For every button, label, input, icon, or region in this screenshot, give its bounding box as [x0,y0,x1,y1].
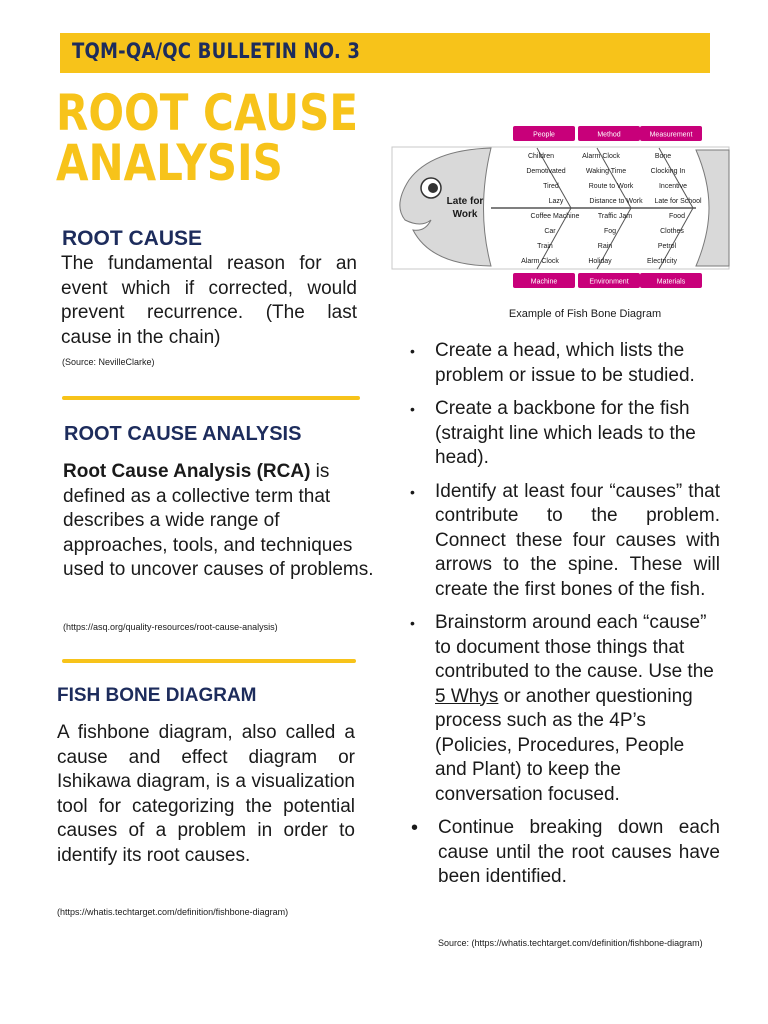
cause-top: Children [527,153,555,160]
category-label: Environment [589,278,629,286]
fishbone-diagram-svg [391,120,731,295]
category-box-bottom-2 [640,273,702,288]
step-item [410,339,720,388]
cause-top: Tired [543,183,559,190]
category-label: Measurement [649,131,693,139]
bulletin-title: TQM-QA/QC BULLETIN NO. 3 [72,39,361,63]
cause-bottom: Car [544,228,556,235]
cause-bottom: Petrol [657,243,677,250]
step-text: Continue breaking down each cause until the root causes have been identified. [438,817,720,887]
step-text: Create a head, which lists the problem or issue to be studied. [435,340,695,386]
category-label: Machine [530,278,558,286]
category-label: Materials [656,278,686,286]
category-box-top-0 [513,126,575,141]
fish-pupil [428,183,438,193]
fishbone-definition: A fishbone diagram, also called a cause and effect diagram or Ishikawa diagram, is a visualization tool for categorizing the potential causes of a problem in order to identify its root causes. [57,722,355,866]
fishbone-diagram [391,120,731,295]
cause-bottom: Food [669,213,685,220]
step-text: or another questioning process such as the 4P’s (Policies, Procedures, People and Plant) to keep the conversation focused. [435,685,693,805]
cause-top: Demotivated [526,168,566,175]
page-title [56,84,359,192]
bullet-icon: • [410,483,415,500]
rca-bold-term: Root Cause Analysis (RCA) [63,461,311,482]
cause-bottom: Rain [597,243,613,250]
bulletin-banner [60,33,710,73]
cause-bottom: Fog [603,228,617,235]
cause-top: Incentive [658,183,688,190]
section-divider [62,659,356,663]
bullet-icon: • [410,343,415,359]
diagram-caption: Example of Fish Bone Diagram [508,308,662,320]
five-whys-link[interactable]: 5 Whys [435,685,499,707]
category-label: Method [597,131,621,139]
step-text: Brainstorm around each “cause” to document those things that contributed to the cause. Use the [435,612,714,682]
rca-heading: ROOT CAUSE ANALYSIS [64,423,302,445]
category-box-top-1 [578,126,640,141]
cause-top: Clocking In [650,168,686,175]
cause-bottom: Electricity [647,258,677,265]
step-item [410,480,720,603]
cause-bottom: Traffic Jam [597,213,633,220]
fish-head-label-1: Late for [446,196,484,207]
cause-top: Alarm Clock [582,153,620,160]
cause-top: Lazy [548,198,564,205]
category-box-bottom-0 [513,273,575,288]
root-cause-heading: ROOT CAUSE [62,227,203,250]
cause-top: Route to Work [588,183,634,190]
steps-source: Source: (https://whatis.techtarget.com/definition/fishbone-diagram) [438,938,703,948]
rca-definition-rest: is defined as a collective term that describes a wide range of approaches, tools, and techniques used to uncover causes of problems. [63,461,374,580]
bullet-icon: • [410,401,415,417]
cause-top: Bone [654,153,672,160]
fishbone-source: (https://whatis.techtarget.com/definition/fishbone-diagram) [57,907,289,917]
cause-top: Late for School [654,198,702,205]
cause-bottom: Clothes [660,228,684,235]
cause-top: Distance to Work [589,198,643,205]
step-item [410,397,720,471]
category-label: People [533,131,555,139]
rca-definition [63,460,381,583]
step-text: Create a backbone for the fish (straight line which leads to the head). [435,398,696,468]
category-box-top-2 [640,126,702,141]
step-item [409,816,720,890]
steps-list [410,339,720,899]
section-divider [62,396,360,400]
rca-source: (https://asq.org/quality-resources/root-cause-analysis) [63,622,278,632]
category-box-bottom-1 [578,273,640,288]
cause-bottom: Alarm Clock [521,258,559,265]
cause-bottom: Train [537,243,553,250]
cause-bottom: Holiday [588,258,612,265]
cause-bottom: Coffee Machine [530,213,580,220]
cause-top: Waking Time [585,168,627,175]
bullet-icon: • [410,615,415,631]
page-title-line-1: ROOT CAUSE [56,84,359,142]
bullet-icon: • [411,817,419,839]
step-item [410,611,720,807]
fish-head-label-2: Work [452,209,478,220]
root-cause-source: (Source: NevilleClarke) [62,357,155,367]
fishbone-heading: FISH BONE DIAGRAM [57,685,257,706]
page-title-line-2: ANALYSIS [56,134,283,192]
step-text: Identify at least four “causes” that contribute to the problem. Connect these four causes with arrows to the spine. These will create the first bones of the fish. [435,480,720,600]
root-cause-definition: The fundamental reason for an event which if corrected, would prevent recurrence. (The last cause in the chain) [61,253,357,348]
